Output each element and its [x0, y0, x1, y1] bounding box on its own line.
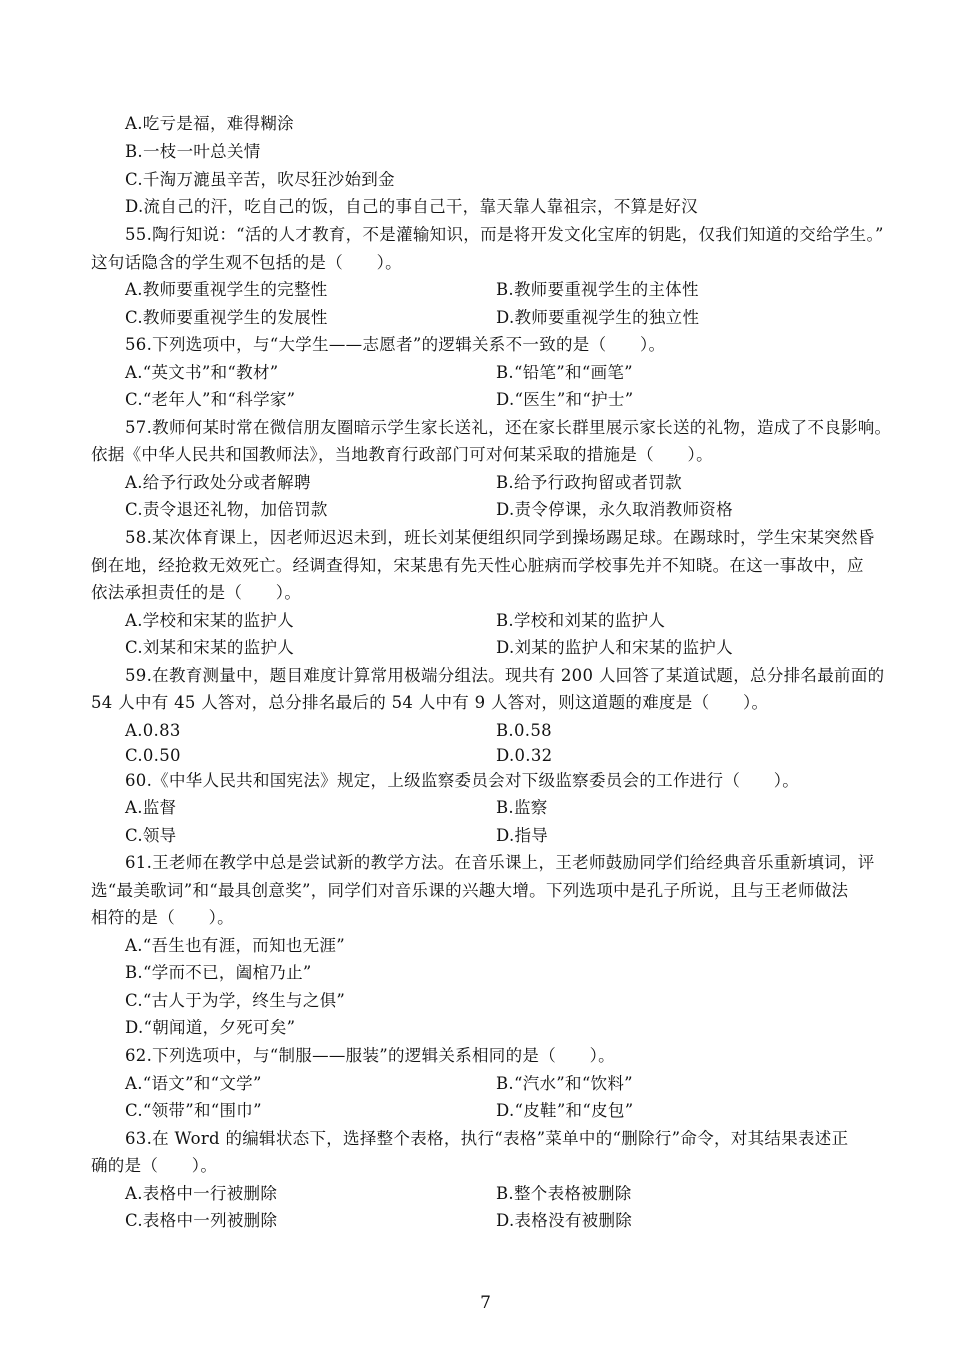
question-55-stem: 55.陶行知说：“活的人才教育，不是灌输知识，而是将开发文化宝库的钥匙，仅我们知道的交给学生。” [125, 225, 884, 244]
option-55c: C.教师要重视学生的发展性 [125, 308, 328, 327]
question-58-stem: 58.某次体育课上，因老师迟迟未到，班长刘某便组织同学到操场踢足球。在踢球时，学生宋某突然昏 [125, 528, 875, 547]
option-59a: A.0.83 [125, 721, 181, 740]
option-62a: A.“语文”和“文学” [125, 1074, 262, 1093]
option-61b: B.“学而不已，阖棺乃止” [125, 963, 312, 982]
option-62b: B.“汽水”和“饮料” [496, 1074, 633, 1093]
option-55d: D.教师要重视学生的独立性 [496, 308, 700, 327]
option-55a: A.教师要重视学生的完整性 [125, 280, 328, 299]
option-62d: D.“皮鞋”和“皮包” [496, 1101, 634, 1120]
option-59b: B.0.58 [496, 721, 552, 740]
page-number: 7 [480, 1293, 491, 1313]
question-61-stem: 61.王老师在教学中总是尝试新的教学方法。在音乐课上，王老师鼓励同学们给经典音乐重新填词，评 [125, 853, 875, 872]
option-57b: B.给予行政拘留或者罚款 [496, 473, 682, 492]
option-60c: C.领导 [125, 826, 177, 845]
option-63a: A.表格中一行被删除 [125, 1184, 278, 1203]
option-60a: A.监督 [125, 798, 177, 817]
question-58-stem-cont2: 依法承担责任的是（ ）。 [91, 583, 302, 602]
option-57d: D.责令停课，永久取消教师资格 [496, 500, 733, 519]
option-56d: D.“医生”和“护士” [496, 390, 634, 409]
option-60d: D.指导 [496, 826, 549, 845]
option-61d: D.“朝闻道，夕死可矣” [125, 1018, 296, 1037]
question-57-stem-cont: 依据《中华人民共和国教师法》，当地教育行政部门可对何某采取的措施是（ ）。 [91, 445, 713, 464]
option-59c: C.0.50 [125, 746, 181, 765]
option-57c: C.责令退还礼物，加倍罚款 [125, 500, 328, 519]
option-56c: C.“老年人”和“科学家” [125, 390, 296, 409]
option-58c: C.刘某和宋某的监护人 [125, 638, 295, 657]
question-62-stem: 62.下列选项中，与“制服——服装”的逻辑关系相同的是（ ）。 [125, 1046, 615, 1065]
option-57a: A.给予行政处分或者解聘 [125, 473, 311, 492]
question-63-stem: 63.在 Word 的编辑状态下，选择整个表格，执行“表格”菜单中的“删除行”命令，对其结果表述正 [125, 1129, 849, 1148]
question-60-stem: 60.《中华人民共和国宪法》规定，上级监察委员会对下级监察委员会的工作进行（ ）。 [125, 771, 800, 790]
question-59-stem: 59.在教育测量中，题目难度计算常用极端分组法。现共有 200 人回答了某道试题，总分排名最前面的 [125, 666, 885, 685]
option-54d: D.流自己的汗，吃自己的饭，自己的事自己干，靠天靠人靠祖宗，不算是好汉 [125, 197, 698, 216]
option-54b: B.一枝一叶总关情 [125, 142, 261, 161]
option-59d: D.0.32 [496, 746, 553, 765]
question-63-stem-cont: 确的是（ ）。 [91, 1156, 218, 1175]
question-58-stem-cont: 倒在地，经抢救无效死亡。经调查得知，宋某患有先天性心脏病而学校事先并不知晓。在这一事故中，应 [91, 556, 864, 575]
option-55b: B.教师要重视学生的主体性 [496, 280, 699, 299]
question-59-stem-cont: 54 人中有 45 人答对，总分排名最后的 54 人中有 9 人答对，则这道题的难度是（ ）。 [91, 693, 769, 712]
option-63c: C.表格中一列被删除 [125, 1211, 278, 1230]
option-54a: A.吃亏是福，难得糊涂 [125, 114, 294, 133]
question-55-stem-cont: 这句话隐含的学生观不包括的是（ ）。 [91, 253, 402, 272]
option-63b: B.整个表格被删除 [496, 1184, 632, 1203]
option-56a: A.“英文书”和“教材” [125, 363, 279, 382]
option-58d: D.刘某的监护人和宋某的监护人 [496, 638, 733, 657]
option-61a: A.“吾生也有涯，而知也无涯” [125, 936, 346, 955]
option-63d: D.表格没有被删除 [496, 1211, 633, 1230]
option-62c: C.“领带”和“围巾” [125, 1101, 262, 1120]
question-56-stem: 56.下列选项中，与“大学生——志愿者”的逻辑关系不一致的是（ ）。 [125, 335, 666, 354]
option-60b: B.监察 [496, 798, 548, 817]
option-61c: C.“古人于为学，终生与之俱” [125, 991, 346, 1010]
option-54c: C.千淘万漉虽辛苦，吹尽狂沙始到金 [125, 170, 395, 189]
question-61-stem-cont: 选“最美歌词”和“最具创意奖”，同学们对音乐课的兴趣大增。下列选项中是孔子所说，且与王老师做法 [91, 881, 849, 900]
option-58a: A.学校和宋某的监护人 [125, 611, 294, 630]
question-61-stem-cont2: 相符的是（ ）。 [91, 908, 234, 927]
option-58b: B.学校和刘某的监护人 [496, 611, 666, 630]
option-56b: B.“铅笔”和“画笔” [496, 363, 633, 382]
question-57-stem: 57.教师何某时常在微信朋友圈暗示学生家长送礼，还在家长群里展示家长送的礼物，造成了不良影响。 [125, 418, 892, 437]
